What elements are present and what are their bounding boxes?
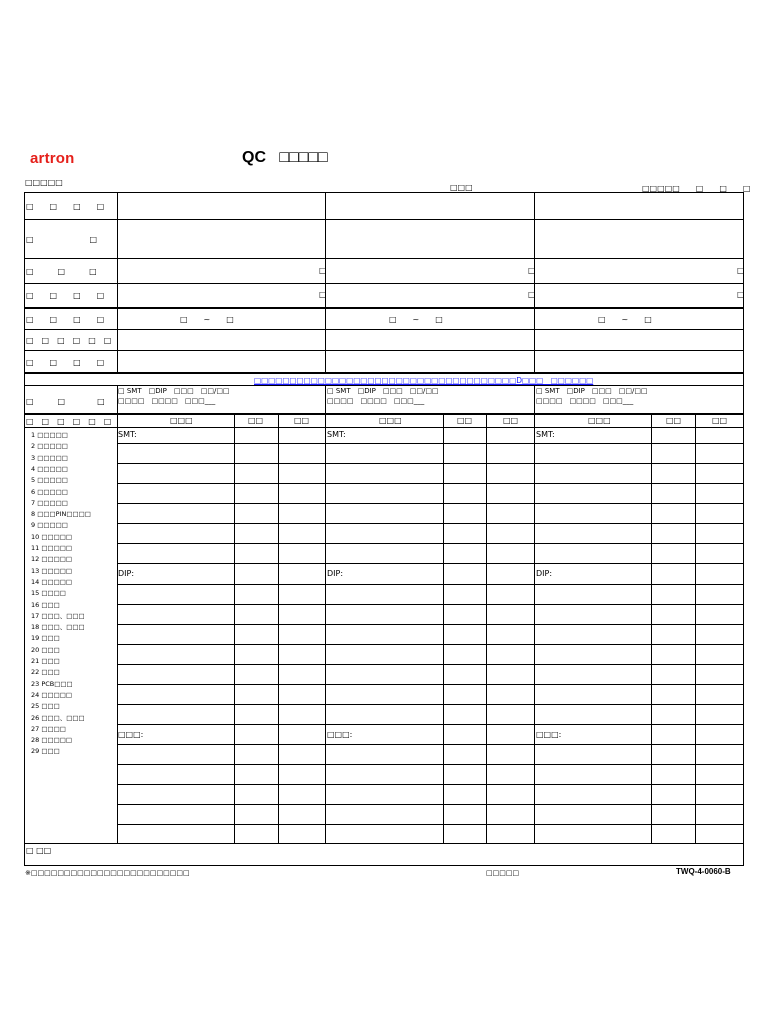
section-dip: DIP:	[327, 569, 344, 578]
header-qty: □□	[666, 416, 682, 425]
table-row-line	[117, 764, 744, 765]
date-range: □ ~ □	[598, 315, 652, 324]
defect-item: 6 □□□□□	[31, 487, 68, 496]
defect-item: 7 □□□□□	[31, 498, 68, 507]
col-divider	[117, 192, 118, 373]
row-divider	[24, 258, 744, 259]
table-row-line	[117, 724, 744, 725]
col-divider	[534, 385, 535, 843]
unit-mark: □	[528, 266, 536, 275]
header-item: □□□	[588, 416, 611, 425]
table-row-line	[117, 704, 744, 705]
col-divider	[234, 413, 235, 843]
process-line-1[interactable]: □ SMT □DIP □□□ □□/□□	[327, 387, 439, 395]
defect-item: 17 □□□、□□□	[31, 611, 85, 620]
defect-item: 26 □□□、□□□	[31, 713, 85, 722]
row-divider	[24, 843, 744, 844]
defect-item: 4 □□□□□	[31, 464, 68, 473]
col-divider	[534, 192, 535, 373]
col-divider	[486, 413, 487, 843]
table-row-line	[117, 684, 744, 685]
row-divider	[24, 307, 744, 309]
artron-logo: artron	[30, 150, 75, 167]
defect-item: 15 □□□□	[31, 589, 66, 598]
date-range: □ ~ □	[389, 315, 443, 324]
defect-item: 22 □□□	[31, 668, 60, 677]
row-divider	[24, 329, 744, 330]
defect-item: 10 □□□□□	[31, 532, 73, 541]
table-row-line	[117, 604, 744, 605]
table-row-line	[117, 503, 744, 504]
unit-mark: □	[319, 290, 327, 299]
header-qty: □□	[248, 416, 264, 425]
form-title	[242, 149, 328, 167]
row-label-3: □ □ □	[26, 267, 97, 276]
defect-item: 12 □□□□□	[31, 555, 73, 564]
process-line-1[interactable]: □ SMT □DIP □□□ □□/□□	[536, 387, 648, 395]
section-other: □□□:	[118, 730, 144, 739]
defect-item: 16 □□□	[31, 600, 60, 609]
row-label-1: □ □ □ □	[26, 202, 105, 211]
remark-label: □ □□	[26, 846, 52, 855]
table-row-line	[117, 563, 744, 564]
row-label-2: □ □	[26, 235, 98, 244]
process-options-1[interactable]	[118, 386, 230, 406]
table-row-line	[117, 664, 744, 665]
col-divider	[325, 192, 326, 373]
table-row-line	[117, 644, 744, 645]
process-line-2[interactable]: □□□□ □□□□ □□□___	[327, 397, 425, 405]
defect-item: 3 □□□□□	[31, 453, 68, 462]
row-divider	[24, 372, 744, 374]
defect-item: 23 PCB□□□	[31, 679, 73, 688]
defect-item: 29 □□□	[31, 747, 60, 756]
section-other: □□□:	[327, 730, 353, 739]
defect-item: 28 □□□□□	[31, 736, 73, 745]
unit-mark: □	[528, 290, 536, 299]
header-rate: □□	[294, 416, 310, 425]
col-divider	[278, 413, 279, 843]
form-code: TWQ-4-0060-B	[676, 867, 731, 876]
header-rate: □□	[503, 416, 519, 425]
table-row-line	[117, 784, 744, 785]
row-divider	[24, 427, 744, 428]
row-label-4: □ □ □ □	[26, 291, 105, 300]
section-smt: SMT:	[536, 430, 555, 439]
process-line-1[interactable]: □ SMT □DIP □□□ □□/□□	[118, 387, 230, 395]
col-divider	[443, 413, 444, 843]
footer-note: ※□□□□□□□□□□□□□□□□□□□□□□□□	[25, 869, 190, 877]
col-divider	[117, 385, 118, 843]
header-item: □□□	[379, 416, 402, 425]
process-line-2[interactable]: □□□□ □□□□ □□□___	[536, 397, 634, 405]
unit-mark: □	[737, 290, 745, 299]
signature-label: □□□□□	[486, 869, 520, 877]
table-row-line	[117, 463, 744, 464]
row-divider	[24, 350, 744, 351]
row-label-6: □ □ □ □ □ □	[26, 336, 112, 345]
notice-link[interactable]: □□□□□□□□□□□□□□□□□□□□□□□□□□□□□□□□□□□□□D□□□ □□□□□□	[254, 376, 594, 385]
table-row-line	[117, 443, 744, 444]
row-label-7: □ □ □ □	[26, 358, 105, 367]
title-text: □□□□□	[279, 149, 328, 166]
defect-item: 14 □□□□□	[31, 577, 73, 586]
row-divider	[24, 283, 744, 284]
defect-item: 21 □□□	[31, 657, 60, 665]
defect-item: 2 □□□□□	[31, 442, 68, 451]
process-options-2[interactable]	[327, 386, 439, 406]
header-item: □□□	[170, 416, 193, 425]
defect-item: 5 □□□□□	[31, 476, 68, 485]
header-qty: □□	[457, 416, 473, 425]
defect-item: 20 □□□	[31, 645, 60, 654]
defect-item: 11 □□□□□	[31, 544, 73, 552]
col-divider	[651, 413, 652, 843]
section-dip: DIP:	[536, 569, 553, 578]
section-other: □□□:	[536, 730, 562, 739]
row-label-9: □ □ □ □ □ □	[26, 417, 112, 426]
table-row-line	[117, 584, 744, 585]
date-range: □ ~ □	[180, 315, 234, 324]
table-row-line	[117, 824, 744, 825]
col-divider	[325, 385, 326, 843]
defect-item: 19 □□□	[31, 634, 60, 643]
unit-mark: □	[319, 266, 327, 275]
table-row-line	[117, 804, 744, 805]
date-label: □□□□□ □ □ □	[642, 184, 751, 193]
section-dip: DIP:	[118, 569, 135, 578]
col-divider	[695, 413, 696, 843]
form-number-label: □□□□□	[25, 178, 63, 187]
header-checkbox[interactable]: □□□	[450, 183, 473, 192]
process-line-2[interactable]: □□□□ □□□□ □□□___	[118, 397, 216, 405]
row-divider	[24, 413, 744, 415]
table-row-line	[117, 483, 744, 484]
defect-item: 25 □□□	[31, 702, 60, 711]
table-row-line	[117, 744, 744, 745]
header-rate: □□	[712, 416, 728, 425]
row-label-5: □ □ □ □	[26, 315, 105, 324]
defect-item: 8 □□□PIN□□□□	[31, 510, 91, 519]
defect-item: 24 □□□□□	[31, 690, 73, 699]
defect-item: 9 □□□□□	[31, 521, 68, 530]
table-row-line	[117, 523, 744, 524]
defect-item: 18 □□□、□□□	[31, 623, 85, 632]
defect-item: 1 □□□□□	[31, 431, 68, 439]
row-label-8: □ □ □	[26, 397, 105, 406]
defect-item: 27 □□□□	[31, 724, 66, 733]
table-row-line	[117, 543, 744, 544]
defect-item: 13 □□□□□	[31, 566, 73, 575]
row-divider	[24, 219, 744, 220]
section-smt: SMT:	[327, 430, 346, 439]
process-options-3[interactable]	[536, 386, 648, 406]
title-prefix: QC	[242, 149, 266, 166]
unit-mark: □	[737, 266, 745, 275]
section-smt: SMT:	[118, 430, 137, 439]
table-row-line	[117, 624, 744, 625]
